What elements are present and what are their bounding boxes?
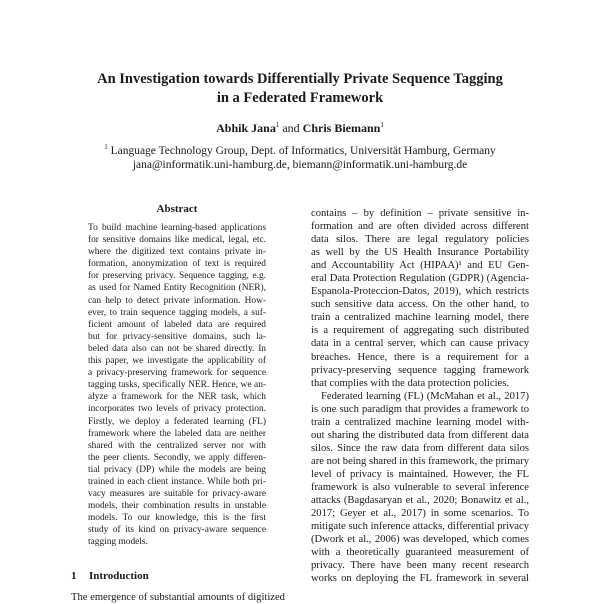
body-text-line: privacy. There have been many recent research	[311, 560, 529, 572]
body-text-line: data in a central server, which can cause privacy	[311, 338, 529, 350]
abstract-line: this paper, we investigate the applicability of	[88, 356, 266, 367]
body-text-line: Espanola-Proteccion-Datos, 2019), which restricts	[311, 286, 529, 298]
body-text-line: silos. Since the raw data from different data silos	[311, 442, 529, 454]
abstract-line: vacy measures are suitable for privacy-aware	[88, 489, 266, 500]
body-text-line: train a centralized machine learning model with-	[311, 416, 529, 428]
body-text-line: that complies with the data protection policies.	[311, 377, 509, 389]
abstract-line: the peer clients. Secondly, we apply differen-	[88, 452, 266, 463]
body-text-line: Federated learning (FL) (McMahan et al., 2017)	[321, 390, 529, 402]
abstract-line: where the digitized text contains private in-	[88, 247, 266, 258]
author-affiliation-mark: 1	[275, 121, 280, 129]
abstract-line: alyze a framework for the NER task, which	[88, 392, 266, 403]
body-text-line: such sensitive data access. On the other hand, to	[311, 299, 529, 311]
author-name: Chris Biemann	[302, 121, 381, 135]
body-text-line: are not being shared in this framework, the primary	[311, 455, 529, 467]
abstract-line: can help to detect private information. How-	[88, 295, 266, 306]
author-list	[40, 118, 560, 135]
author-connector: and	[282, 121, 300, 135]
abstract-line: for preserving privacy. Sequence tagging, e.g.	[88, 271, 266, 282]
body-text-line: mitigate such inference attacks, differential privacy	[311, 521, 529, 533]
introduction-first-line: The emergence of substantial amounts of digitized	[71, 592, 285, 603]
body-text-line: is one such paradigm that provides a framework to	[311, 403, 529, 415]
abstract-heading: Abstract	[156, 203, 198, 215]
section-title: Introduction	[89, 570, 149, 582]
body-text-line: works on deploying the FL framework in several	[311, 573, 529, 585]
body-text-line: contains – by definition – private sensitive in-	[311, 208, 529, 219]
abstract-line: Firstly, we deploy a federated learning (FL)	[88, 416, 266, 427]
body-text-line: and Accountability Act (HIPAA)¹ and EU Gen-	[311, 260, 529, 272]
abstract-body	[88, 222, 266, 549]
abstract-line: trained in each client instance. While both pri-	[88, 476, 266, 487]
body-text-line: privacy-preserving sequence tagging framework	[311, 364, 529, 376]
abstract-line: but for privacy-sensitive domains, such la-	[88, 331, 266, 342]
abstract-line: incorporates two levels of privacy protection.	[88, 404, 266, 415]
body-text-line: level of privacy is maintained. However, the FL	[311, 468, 529, 480]
abstract-line: tial privacy (DP) while the models are being	[88, 464, 266, 475]
body-text-line: is a requirement of aggregating such distributed	[311, 325, 529, 337]
body-text-line: train a centralized machine learning model, there	[311, 312, 529, 324]
body-text-line: breaches. Hence, there is a requirement for a	[311, 351, 529, 363]
body-text-line: as well by the US Health Insurance Portability	[311, 247, 529, 259]
section-number: 1	[71, 570, 77, 582]
author-name: Abhik Jana	[216, 121, 276, 135]
abstract-line: beled data also can not be shared directly. In	[88, 343, 266, 354]
affiliation-text: Language Technology Group, Dept. of Informatics, Universität Hamburg, Germany	[110, 144, 496, 157]
affiliation-mark: 1	[104, 143, 108, 151]
abstract-line: formation, anonymization of text is required	[88, 259, 266, 270]
abstract-line: models, their combination results in unstable	[88, 501, 266, 512]
body-text-line: with a theoretically guaranteed measurement of	[311, 547, 529, 559]
abstract-line: as used for Named Entity Recognition (NER),	[88, 283, 266, 294]
affiliation-line	[40, 140, 560, 158]
author-affiliation-mark: 1	[380, 121, 384, 129]
body-text-line: framework is also vulnerable to several inference	[311, 481, 529, 493]
abstract-line: shared with the centralized server nor with	[88, 440, 266, 451]
abstract-line: framework where the labeled data are neither	[88, 428, 266, 439]
title-line-2: in a Federated Framework	[216, 90, 384, 106]
abstract-line: To build machine learning-based applications	[88, 223, 266, 233]
abstract-line: ficient amount of labeled data are required	[88, 319, 266, 330]
body-text-line: (Dwork et al., 2006) was developed, which comes	[311, 534, 529, 546]
author-emails: jana@informatik.uni-hamburg.de, biemann@informatik.uni-hamburg.de	[132, 159, 468, 172]
section-heading-introduction	[71, 570, 149, 582]
right-column-body	[311, 207, 529, 585]
title-line-1: An Investigation towards Differentially Private Sequence Tagging	[97, 71, 503, 87]
abstract-line: for sensitive domains like medical, legal, etc.	[88, 235, 266, 246]
abstract-line: tagging tasks, specifically NER. Hence, we an-	[88, 380, 266, 391]
affiliation-block	[40, 140, 560, 173]
body-text-line: eral Data Protection Regulation (GDPR) (Agencia-	[311, 273, 529, 285]
body-text-line: formation and are often divided across different	[311, 221, 529, 233]
body-text-line: attacks (Bagdasaryan et al., 2020; Bonawitz et al.,	[311, 495, 529, 507]
abstract-line: tagging models.	[88, 537, 148, 548]
abstract-line: study of its kind on privacy-aware sequence	[88, 525, 266, 536]
body-text-line: 2017; Geyer et al., 2017) in some scenarios. To	[311, 508, 529, 520]
abstract-line: models. To our knowledge, this is the first	[88, 513, 266, 524]
body-text-line: out sharing the distributed data from different data	[311, 429, 529, 441]
paper-title	[40, 70, 560, 108]
abstract-line: ever, to train sequence tagging models, a suf-	[88, 307, 266, 318]
abstract-line: a privacy-preserving framework for sequence	[88, 368, 266, 379]
body-text-line: data silos. There are legal regulatory policies	[311, 234, 529, 246]
